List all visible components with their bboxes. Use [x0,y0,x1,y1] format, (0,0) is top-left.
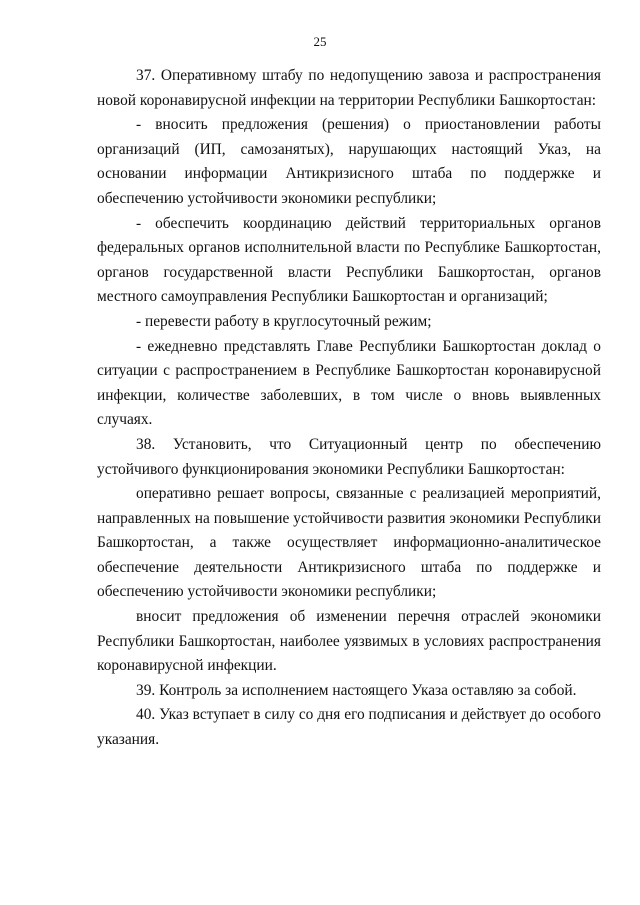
paragraph-situation-center-tasks: оперативно решает вопросы, связанные с реализацией мероприятий, направленных на повышение устойчивости развития экономики Республики Башкортостан, а также осуществляет информационно-аналитическое обеспечение деятельности Антикризисного штаба по поддержке и обеспечению устойчивости экономики республики; [97,485,601,601]
document-body [97,64,601,753]
paragraph-bullet-round-the-clock: - перевести работу в круглосуточный режим; [136,312,432,330]
page-number: 25 [313,34,327,49]
paragraph-item-39: 39. Контроль за исполнением настоящего Указа оставляю за собой. [136,681,577,699]
paragraph-bullet-coordination: - обеспечить координацию действий территориальных органов федеральных органов исполнительной власти по Республике Башкортостан, органов государственной власти Республики Башкортостан, органов местного самоуправления Республики Башкортостан и организаций; [97,214,601,306]
paragraph-item-38: 38. Установить, что Ситуационный центр по обеспечению устойчивого функционирования экономики Республики Башкортостан: [97,435,601,478]
paragraph-bullet-daily-report: - ежедневно представлять Главе Республики Башкортостан доклад о ситуации с распространением в Республике Башкортостан коронавирусной инфекции, количестве заболевших, в том числе о вновь выявленных случаях. [97,337,601,429]
paragraph-bullet-proposals: - вносить предложения (решения) о приостановлении работы организаций (ИП, самозанятых), нарушающих настоящий Указ, на основании информации Антикризисного штаба по поддержке и обеспечению устойчивости экономики республики; [97,116,601,207]
paragraph-item-37: 37. Оперативному штабу по недопущению завоза и распространения новой коронавирусной инфекции на территории Республики Башкортостан: [97,67,601,109]
paragraph-situation-center-proposals: вносит предложения об изменении перечня отраслей экономики Республики Башкортостан, наиболее уязвимых в условиях распространения коронавирусной инфекции. [97,608,601,675]
paragraph-item-40: 40. Указ вступает в силу со дня его подписания и действует до особого указания. [97,706,601,749]
